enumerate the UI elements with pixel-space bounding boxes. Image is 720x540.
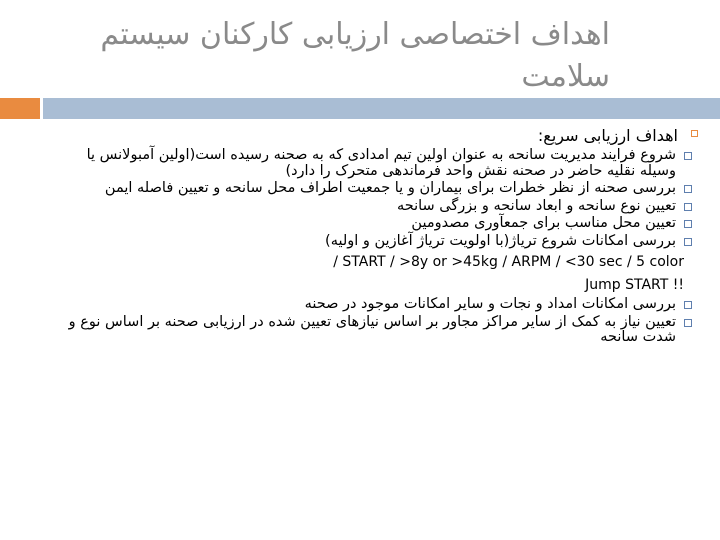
square-bullet-icon [682,152,692,160]
list-item [50,148,692,179]
list-item [50,234,692,250]
list-item [50,199,692,215]
square-bullet-icon [686,130,698,137]
slide-body [50,126,698,348]
list-item-text: شروع فرایند مدیریت سانحه به عنوان اولین تیم امدادی که به صحنه رسیده است(اولین آمبولانس یا وسیله نقلیه حاضر در صحنه نقش واحد فرماندهی متحرک را دارد) [86,147,676,179]
level1-bullet-row [50,126,698,145]
list-item [50,216,692,232]
list-item [50,297,692,313]
square-bullet-icon [682,185,692,193]
square-bullet-icon [682,319,692,327]
list-item-text: بررسی امکانات امداد و نجات و سایر امکانات موجود در صحنه [304,296,676,312]
rapid-assessment-heading: اهداف ارزیابی سریع: [537,126,678,145]
start-protocol-line: / START / >8y or >45kg / ARPM / <30 sec / 5 color [333,254,684,270]
list-item [50,315,692,346]
square-bullet-icon [682,301,692,309]
list-item-text: بررسی صحنه از نظر خطرات برای بیماران و یا جمعیت اطراف محل سانحه و تعیین فاصله ایمن [104,180,676,196]
jump-start-line: Jump START !! [585,277,684,293]
title-accent-bar [0,98,40,119]
square-bullet-icon [682,220,692,228]
title-divider-bar [43,98,720,119]
square-bullet-icon [682,238,692,246]
slide-title: اهداف اختصاصی ارزیابی کارکنان سیستم سلامت [100,17,610,94]
list-item-text: تعیین نوع سانحه و ابعاد سانحه و بزرگی سانحه [396,197,676,214]
objectives-list [50,148,692,346]
list-item [50,181,692,197]
list-item-text: تعیین نیاز به کمک از سایر مراکز مجاور بر اساس نیازهای تعیین شده در ارزیابی صحنه بر اساس نوع و شدت سانحه [68,313,676,345]
list-item-text: بررسی امکانات شروع تریاژ(با اولویت تریاژ آغازین و اولیه) [325,232,676,249]
square-bullet-icon [682,203,692,211]
list-item-text: تعیین محل مناسب برای جمعآوری مصدومین [411,215,676,231]
